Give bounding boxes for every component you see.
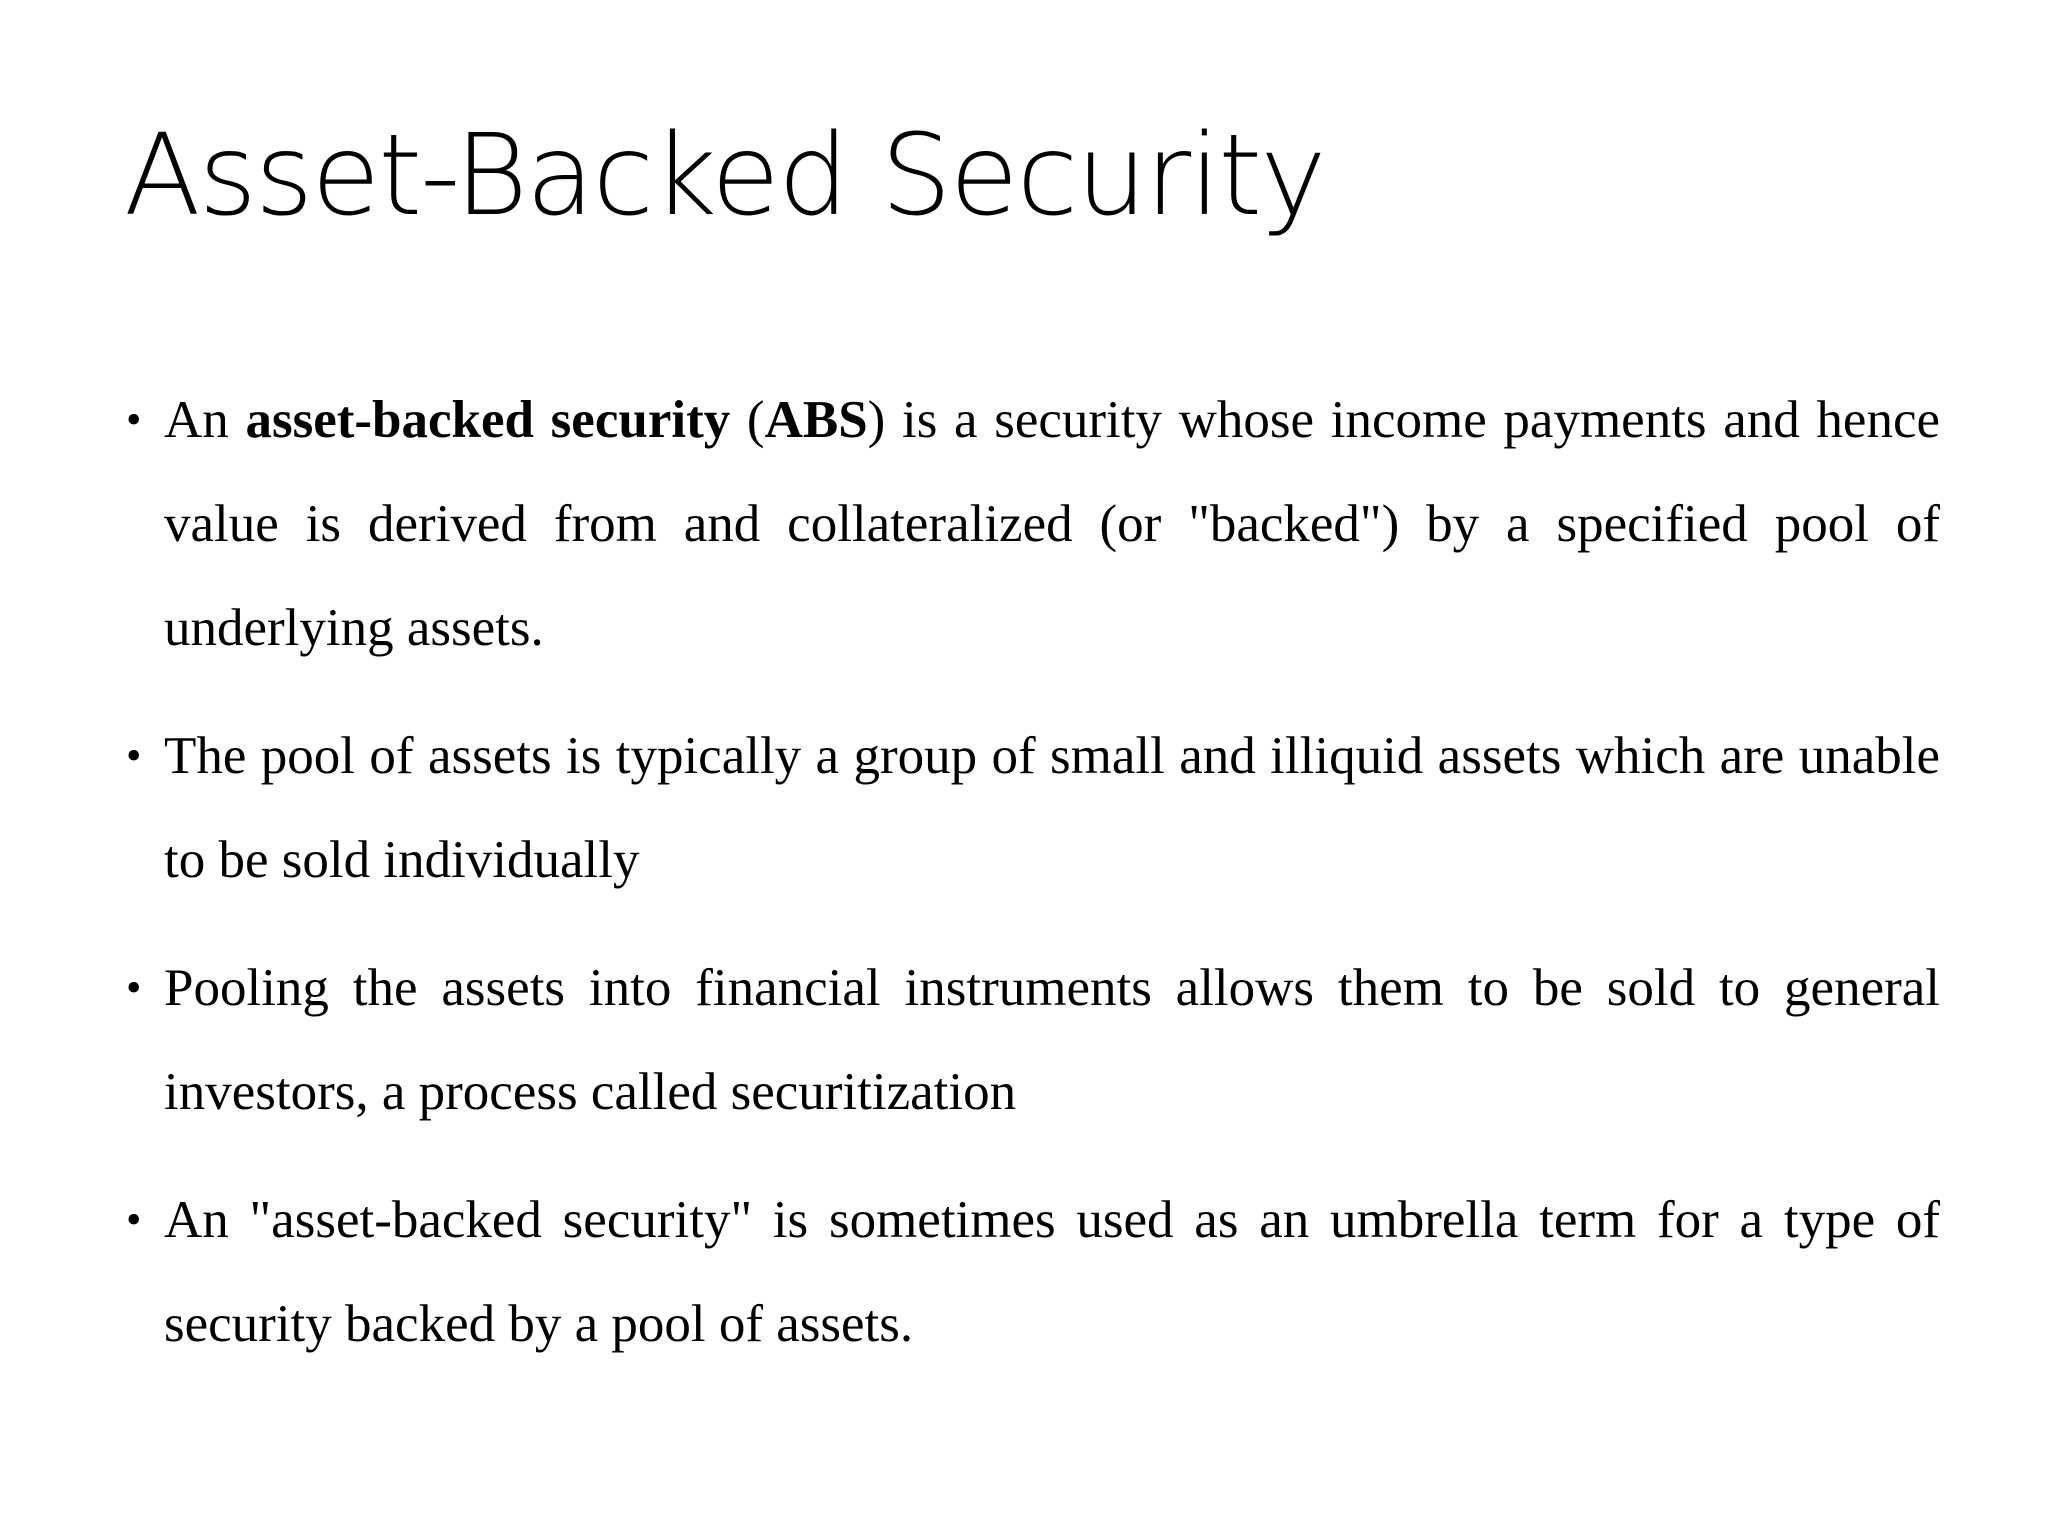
- bold-term: asset-backed security: [245, 391, 731, 449]
- bullet-text: [164, 959, 1940, 1121]
- bullet-text-part: The pool of assets is typically a group of small and illiquid assets which are unable to be sold individually: [164, 727, 1940, 889]
- bullet-item: [124, 368, 1940, 680]
- bullet-text-part: An: [164, 391, 246, 449]
- bullet-item: [124, 704, 1940, 912]
- bullet-marker: •: [126, 1195, 142, 1244]
- bullet-marker: •: [126, 731, 142, 780]
- bold-abbreviation: ABS: [764, 391, 868, 449]
- bullet-text: [164, 391, 1940, 657]
- bullet-marker: •: [126, 963, 142, 1012]
- bullet-text-part: ) is a security whose income payments and hence value is derived from and collateralized (or "backed") by a specified pool of underlying assets.: [164, 391, 1940, 657]
- bullet-text-part: An "asset-backed security" is sometimes used as an umbrella term for a type of security backed by a pool of assets.: [164, 1191, 1940, 1353]
- bullet-item: [124, 936, 1940, 1144]
- bullet-text: [164, 727, 1940, 889]
- bullet-item: [124, 1168, 1940, 1376]
- bullet-text-part: (: [730, 391, 765, 449]
- slide-title: Asset-Backed Security: [124, 111, 1325, 241]
- bullet-marker: •: [126, 395, 142, 444]
- bullet-text: [164, 1191, 1940, 1353]
- bullet-list: [124, 368, 1940, 1400]
- bullet-text-part: Pooling the assets into financial instruments allows them to be sold to general investors, a process called securitization: [164, 959, 1940, 1121]
